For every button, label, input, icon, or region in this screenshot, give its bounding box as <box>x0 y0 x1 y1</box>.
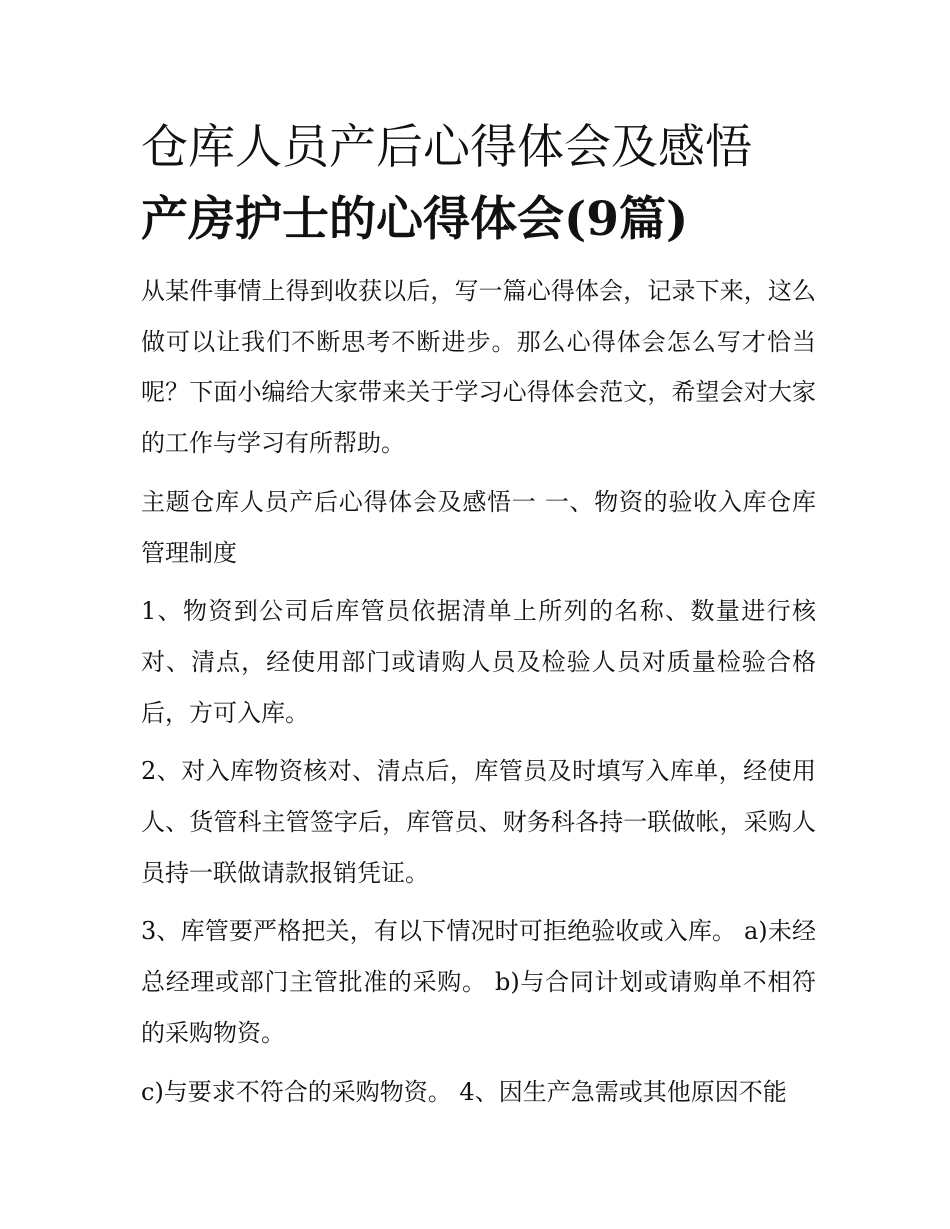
title-line-1: 仓库人员产后心得体会及感悟 <box>141 120 752 175</box>
section-heading-paragraph: 主题仓库人员产后心得体会及感悟一 一、物资的验收入库仓库管理制度 <box>141 487 816 567</box>
intro-paragraph: 从某件事情上得到收获以后，写一篇心得体会，记录下来，这么做可以让我们不断思考不断进步。那么心得体会怎么写才恰当呢？下面小编给大家带来关于学习心得体会范文，希望会对大家的工作与学习有所帮助。 <box>141 277 816 458</box>
document-title <box>141 112 816 256</box>
paragraph-item-4: c)与要求不符合的采购物资。 4、因生产急需或其他原因不能 <box>141 1077 787 1106</box>
paragraph-item-2: 2、对入库物资核对、清点后，库管员及时填写入库单，经使用人、货管科主管签字后，库管员、财务科各持一联做帐，采购人员持一联做请款报销凭证。 <box>141 757 816 887</box>
document-page <box>141 112 816 1117</box>
title-line-2: 产房护士的心得体会(9篇) <box>141 192 689 247</box>
paragraph-item-3: 3、库管要严格把关，有以下情况时可拒绝验收或入库。 a)未经总经理或部门主管批准的采购。 b)与合同计划或请购单不相符的采购物资。 <box>141 917 816 1047</box>
paragraph-item-1: 1、物资到公司后库管员依据清单上所列的名称、数量进行核对、清点，经使用部门或请购人员及检验人员对质量检验合格后，方可入库。 <box>141 597 816 727</box>
